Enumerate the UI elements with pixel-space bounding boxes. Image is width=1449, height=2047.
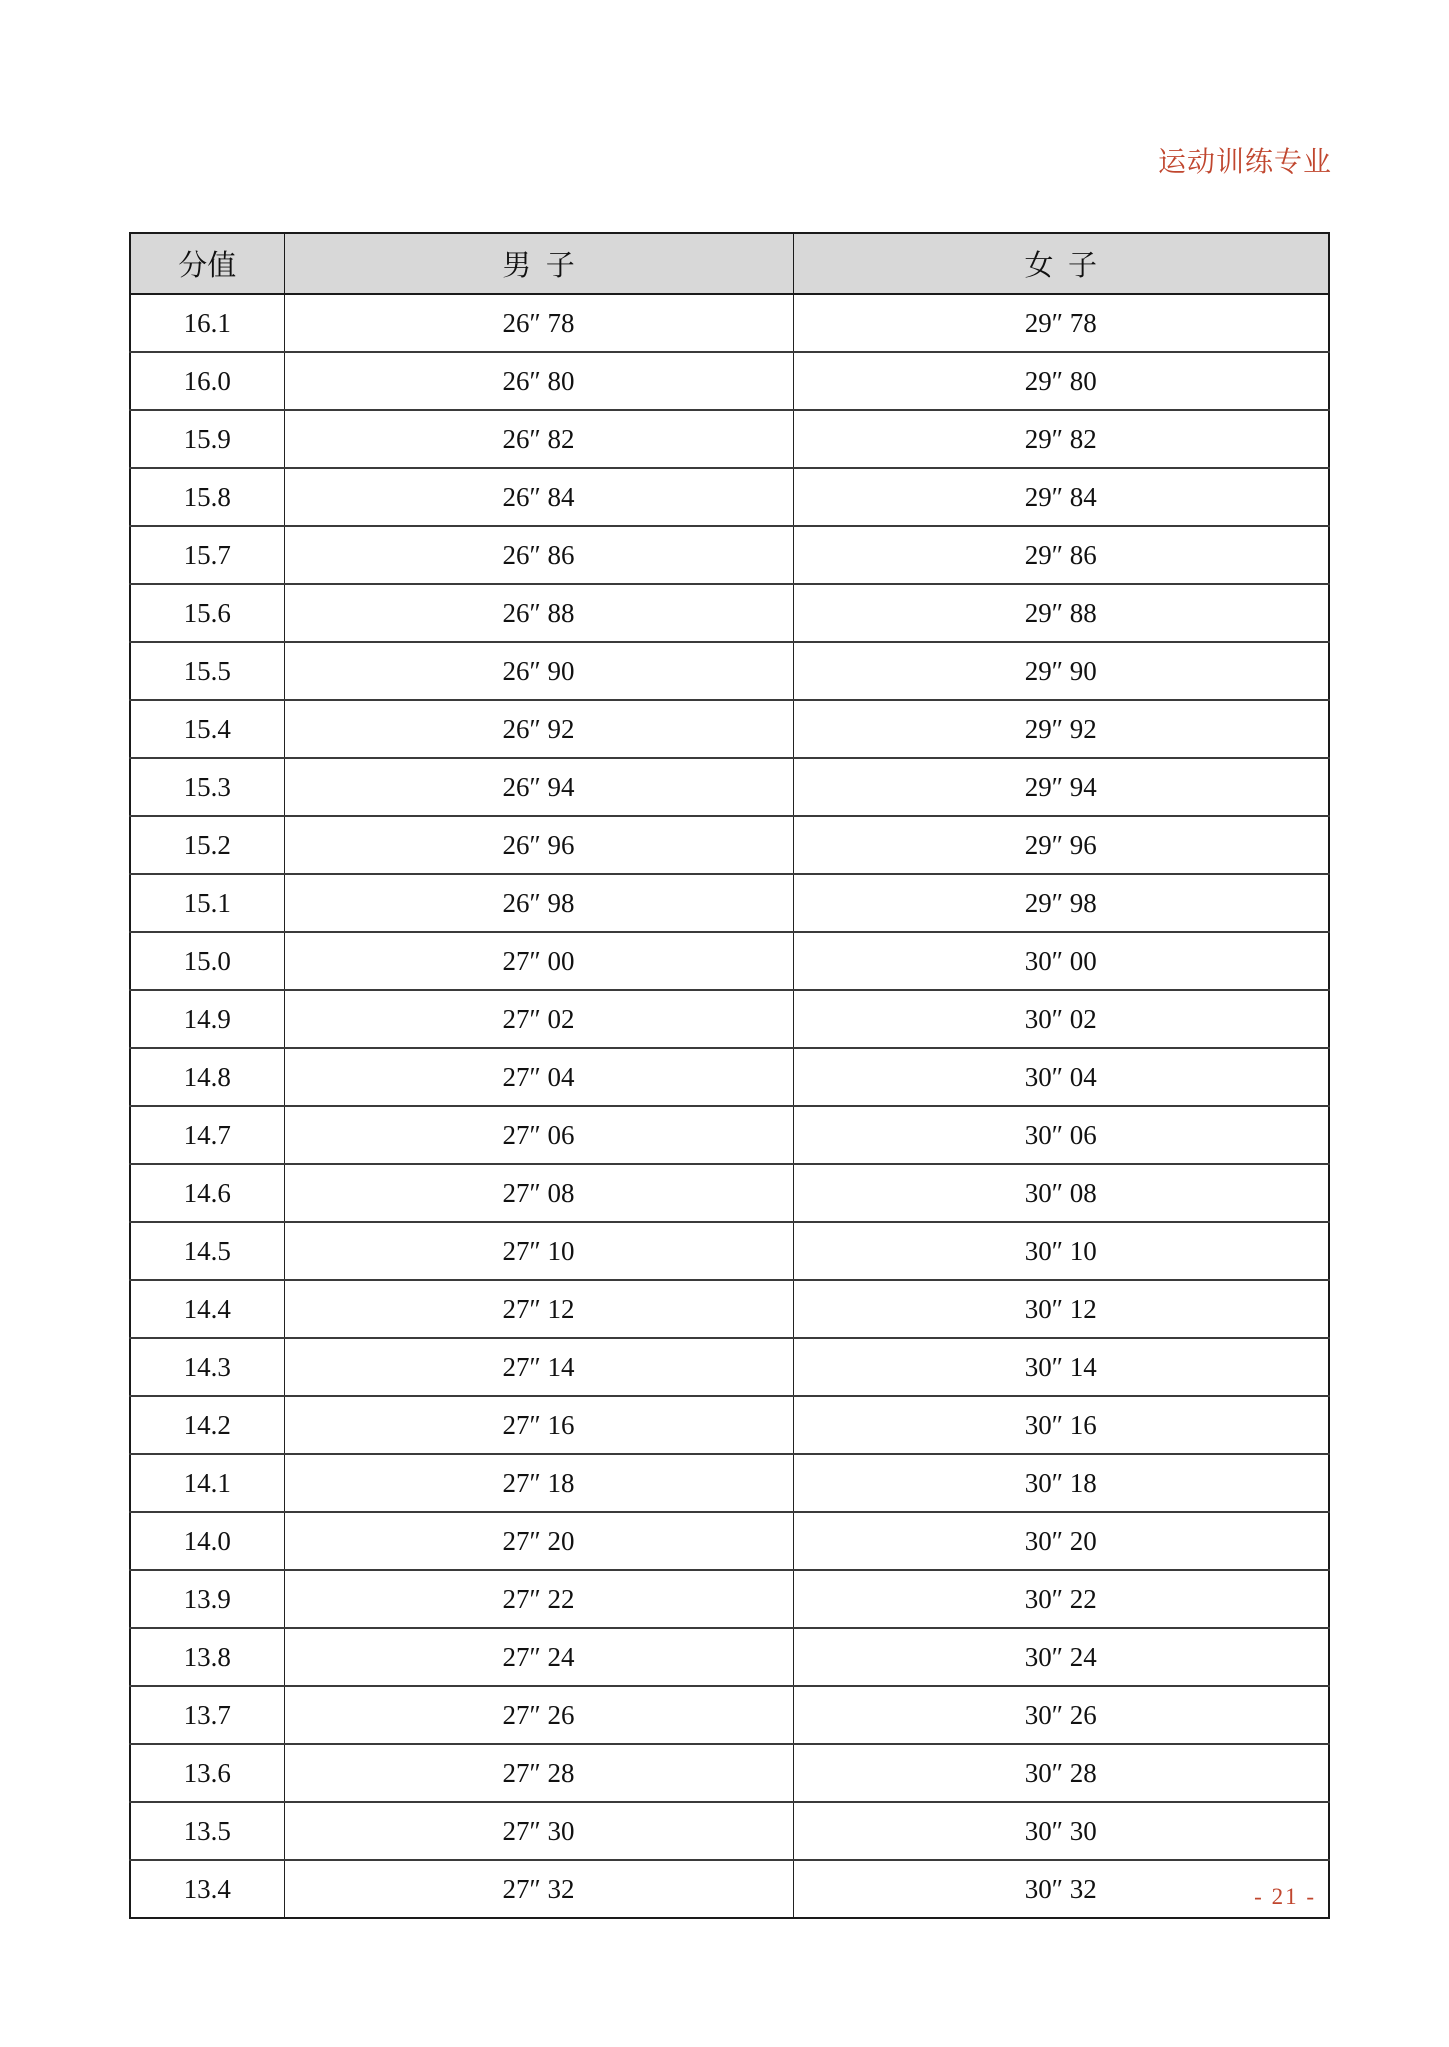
table-row	[130, 1338, 1329, 1396]
score-cell: 13.5	[130, 1802, 284, 1860]
female-time-cell: 29″ 86	[793, 526, 1329, 584]
female-time-cell: 30″ 14	[793, 1338, 1329, 1396]
score-cell: 14.1	[130, 1454, 284, 1512]
table-row	[130, 584, 1329, 642]
female-time-cell: 29″ 84	[793, 468, 1329, 526]
female-time-cell: 30″ 32	[793, 1860, 1329, 1918]
male-time-cell: 27″ 10	[284, 1222, 793, 1280]
score-cell: 14.3	[130, 1338, 284, 1396]
table-row	[130, 352, 1329, 410]
score-cell: 15.4	[130, 700, 284, 758]
table-row	[130, 1164, 1329, 1222]
male-time-cell: 27″ 18	[284, 1454, 793, 1512]
table-row	[130, 1222, 1329, 1280]
female-time-cell: 30″ 08	[793, 1164, 1329, 1222]
table-row	[130, 700, 1329, 758]
male-time-cell: 27″ 26	[284, 1686, 793, 1744]
male-time-cell: 27″ 04	[284, 1048, 793, 1106]
score-cell: 14.0	[130, 1512, 284, 1570]
male-time-cell: 27″ 02	[284, 990, 793, 1048]
table-row	[130, 1454, 1329, 1512]
female-time-cell: 30″ 26	[793, 1686, 1329, 1744]
score-cell: 16.0	[130, 352, 284, 410]
female-time-cell: 29″ 92	[793, 700, 1329, 758]
column-header-score: 分值	[130, 233, 284, 294]
male-time-cell: 26″ 82	[284, 410, 793, 468]
female-time-cell: 30″ 18	[793, 1454, 1329, 1512]
female-time-cell: 30″ 22	[793, 1570, 1329, 1628]
table-row	[130, 758, 1329, 816]
male-time-cell: 26″ 90	[284, 642, 793, 700]
female-time-cell: 29″ 88	[793, 584, 1329, 642]
score-cell: 15.9	[130, 410, 284, 468]
male-time-cell: 26″ 88	[284, 584, 793, 642]
score-cell: 14.2	[130, 1396, 284, 1454]
male-time-cell: 27″ 08	[284, 1164, 793, 1222]
score-cell: 13.6	[130, 1744, 284, 1802]
column-header-male: 男 子	[284, 233, 793, 294]
female-time-cell: 29″ 90	[793, 642, 1329, 700]
male-time-cell: 27″ 00	[284, 932, 793, 990]
table-row	[130, 990, 1329, 1048]
score-cell: 14.7	[130, 1106, 284, 1164]
document-header-title: 运动训练专业	[1157, 147, 1332, 178]
female-time-cell: 30″ 20	[793, 1512, 1329, 1570]
male-time-cell: 27″ 16	[284, 1396, 793, 1454]
female-time-cell: 30″ 16	[793, 1396, 1329, 1454]
table-row	[130, 1686, 1329, 1744]
female-time-cell: 29″ 80	[793, 352, 1329, 410]
score-table	[129, 232, 1330, 1919]
page-number: - 21 -	[1254, 1884, 1316, 1909]
female-time-cell: 30″ 12	[793, 1280, 1329, 1338]
female-time-cell: 29″ 94	[793, 758, 1329, 816]
male-time-cell: 27″ 20	[284, 1512, 793, 1570]
female-time-cell: 29″ 96	[793, 816, 1329, 874]
female-time-cell: 30″ 06	[793, 1106, 1329, 1164]
score-cell: 15.6	[130, 584, 284, 642]
table-row	[130, 1048, 1329, 1106]
score-cell: 15.2	[130, 816, 284, 874]
table-row	[130, 816, 1329, 874]
male-time-cell: 27″ 12	[284, 1280, 793, 1338]
table-row	[130, 468, 1329, 526]
male-time-cell: 26″ 92	[284, 700, 793, 758]
male-time-cell: 27″ 22	[284, 1570, 793, 1628]
male-time-cell: 26″ 84	[284, 468, 793, 526]
male-time-cell: 27″ 32	[284, 1860, 793, 1918]
table-row	[130, 294, 1329, 352]
table-row	[130, 410, 1329, 468]
male-time-cell: 26″ 86	[284, 526, 793, 584]
score-cell: 16.1	[130, 294, 284, 352]
score-cell: 13.4	[130, 1860, 284, 1918]
score-cell: 14.9	[130, 990, 284, 1048]
score-cell: 13.9	[130, 1570, 284, 1628]
score-cell: 13.7	[130, 1686, 284, 1744]
male-time-cell: 26″ 96	[284, 816, 793, 874]
female-time-cell: 30″ 10	[793, 1222, 1329, 1280]
score-cell: 15.7	[130, 526, 284, 584]
male-time-cell: 26″ 94	[284, 758, 793, 816]
score-cell: 14.4	[130, 1280, 284, 1338]
male-time-cell: 26″ 80	[284, 352, 793, 410]
male-time-cell: 27″ 06	[284, 1106, 793, 1164]
score-cell: 15.5	[130, 642, 284, 700]
female-time-cell: 30″ 24	[793, 1628, 1329, 1686]
table-row	[130, 1396, 1329, 1454]
table-row	[130, 1280, 1329, 1338]
male-time-cell: 27″ 14	[284, 1338, 793, 1396]
male-time-cell: 26″ 98	[284, 874, 793, 932]
score-table-container	[129, 232, 1330, 1919]
female-time-cell: 30″ 00	[793, 932, 1329, 990]
score-cell: 15.0	[130, 932, 284, 990]
female-time-cell: 29″ 78	[793, 294, 1329, 352]
score-cell: 15.1	[130, 874, 284, 932]
table-row	[130, 1570, 1329, 1628]
table-row	[130, 1802, 1329, 1860]
female-time-cell: 30″ 30	[793, 1802, 1329, 1860]
table-row	[130, 874, 1329, 932]
score-cell: 14.8	[130, 1048, 284, 1106]
male-time-cell: 27″ 30	[284, 1802, 793, 1860]
female-time-cell: 29″ 82	[793, 410, 1329, 468]
score-cell: 14.6	[130, 1164, 284, 1222]
table-row	[130, 642, 1329, 700]
table-row	[130, 1860, 1329, 1918]
table-row	[130, 1512, 1329, 1570]
female-time-cell: 29″ 98	[793, 874, 1329, 932]
table-header-row	[130, 233, 1329, 294]
score-cell: 15.8	[130, 468, 284, 526]
male-time-cell: 27″ 28	[284, 1744, 793, 1802]
table-row	[130, 1744, 1329, 1802]
table-row	[130, 932, 1329, 990]
score-cell: 15.3	[130, 758, 284, 816]
female-time-cell: 30″ 04	[793, 1048, 1329, 1106]
score-cell: 13.8	[130, 1628, 284, 1686]
table-row	[130, 526, 1329, 584]
table-row	[130, 1106, 1329, 1164]
male-time-cell: 27″ 24	[284, 1628, 793, 1686]
male-time-cell: 26″ 78	[284, 294, 793, 352]
female-time-cell: 30″ 28	[793, 1744, 1329, 1802]
score-cell: 14.5	[130, 1222, 284, 1280]
column-header-female: 女 子	[793, 233, 1329, 294]
female-time-cell: 30″ 02	[793, 990, 1329, 1048]
table-row	[130, 1628, 1329, 1686]
